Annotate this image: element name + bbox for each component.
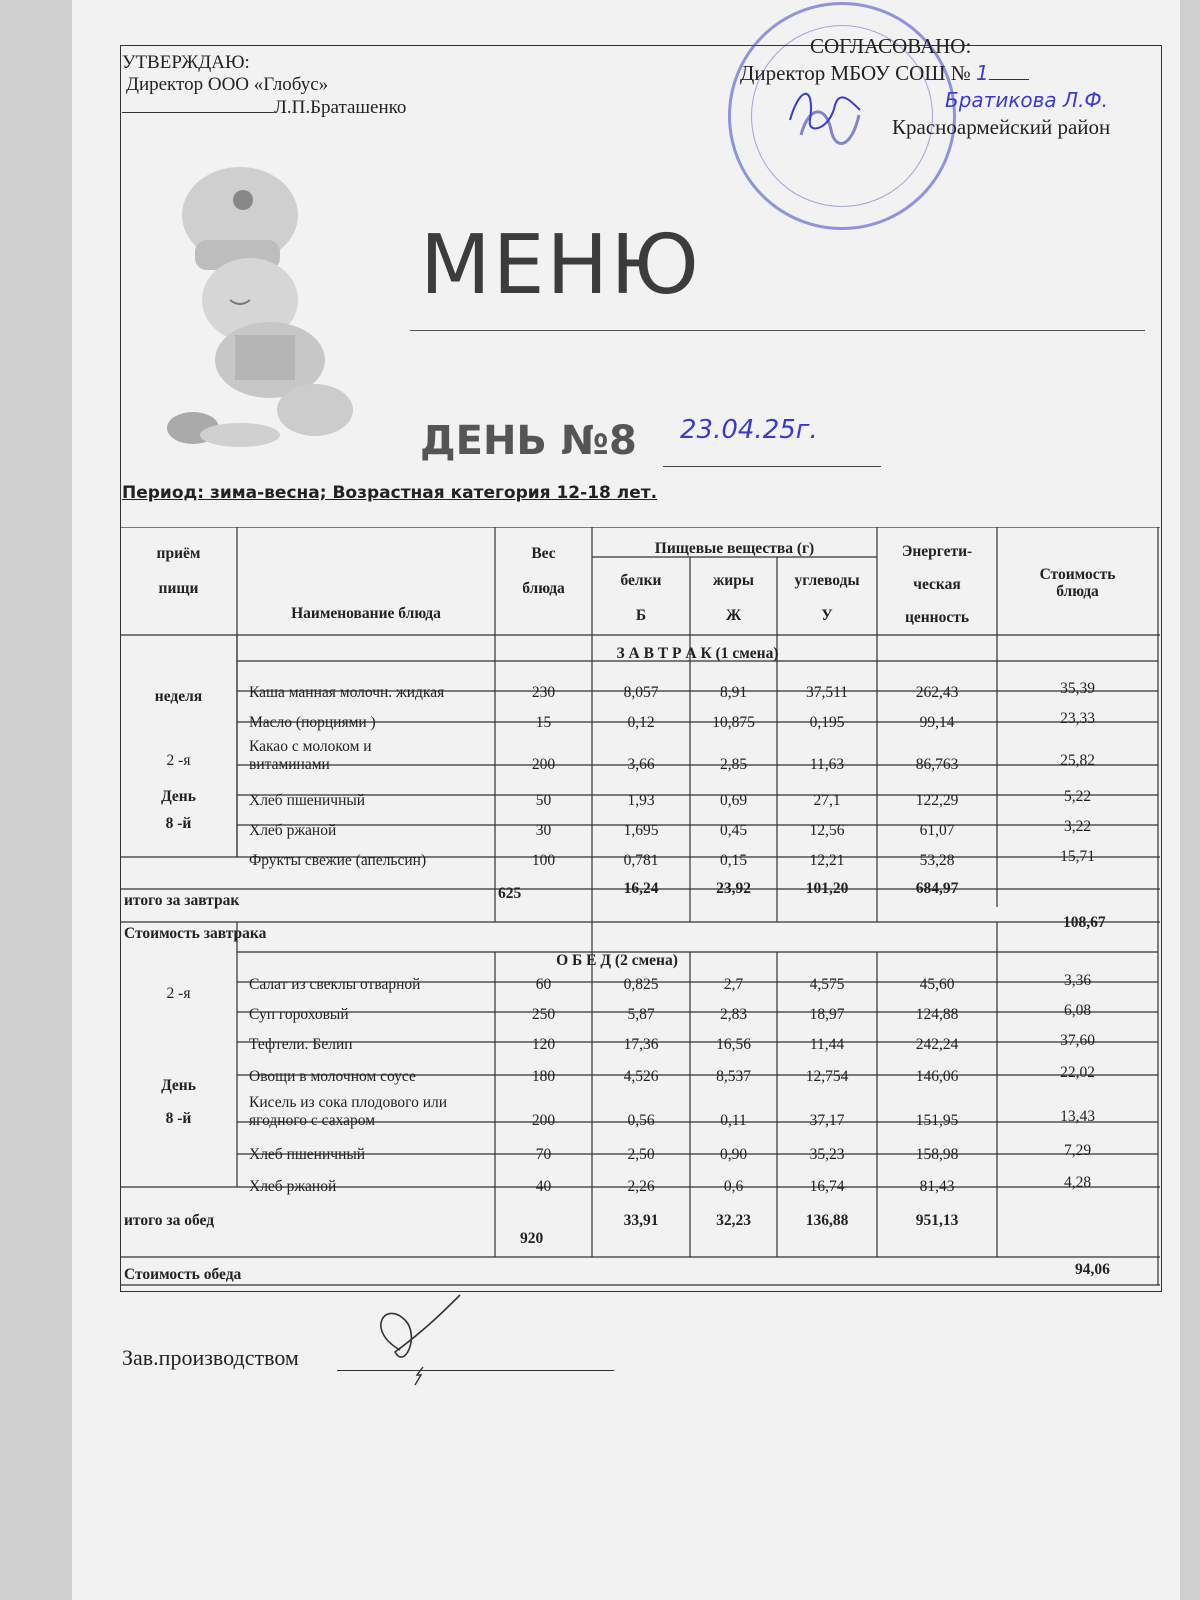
breakfast-carbs-cell: 27,1 <box>813 792 841 809</box>
lunch-fat-cell: 16,56 <box>716 1036 751 1053</box>
lunch-energy-cell: 124,88 <box>915 1006 959 1023</box>
breakfast-protein-cell: 1,695 <box>623 822 659 839</box>
lunch-cost-cell: 4,28 <box>1063 1174 1092 1191</box>
lunch-cost-value: 94,06 <box>1075 1261 1110 1278</box>
header-nutrients: Пищевые вещества (г) <box>654 540 815 557</box>
lunch-dish-name: Салат из свеклы отварной <box>249 976 421 993</box>
breakfast-total-energy: 684,97 <box>915 880 959 897</box>
breakfast-carbs-cell: 11,63 <box>809 756 845 773</box>
header-protein-line2: Б <box>635 607 647 624</box>
header-fat-line2: Ж <box>725 607 742 624</box>
breakfast-cost-cell: 3,22 <box>1063 818 1092 835</box>
lunch-total-protein: 33,91 <box>623 1212 659 1229</box>
breakfast-cost-cell: 15,71 <box>1060 848 1095 865</box>
lunch-dish-name: Овощи в молочном соусе <box>249 1068 416 1085</box>
production-manager-signature <box>365 1290 485 1400</box>
lunch-energy-cell: 146,06 <box>915 1068 959 1085</box>
lunch-side-second: 2 -я <box>166 985 191 1002</box>
breakfast-energy-cell: 61,07 <box>919 822 955 839</box>
breakfast-carbs-cell: 0,195 <box>809 714 845 731</box>
page-title: МЕНЮ <box>420 218 701 313</box>
lunch-protein-cell: 2,50 <box>627 1146 655 1163</box>
breakfast-cost-cell: 25,82 <box>1060 752 1095 769</box>
breakfast-total-protein: 16,24 <box>623 880 659 897</box>
breakfast-protein-cell: 0,12 <box>627 714 655 731</box>
day-date: 23.04.25г. <box>680 415 818 445</box>
lunch-dish-name-line2: ягодного с сахаром <box>249 1112 376 1129</box>
title-divider <box>410 330 1145 331</box>
lunch-weight-cell: 180 <box>531 1068 556 1085</box>
header-cost <box>997 566 1158 600</box>
breakfast-side-day: День <box>161 788 196 805</box>
breakfast-side-week: неделя <box>154 688 203 705</box>
breakfast-side-second: 2 -я <box>166 752 191 769</box>
header-cost-line2: блюда <box>1056 583 1099 600</box>
breakfast-weight-cell: 15 <box>535 714 552 731</box>
breakfast-protein-cell: 0,781 <box>623 852 659 869</box>
lunch-section-title: О Б Е Д (2 смена) <box>556 952 678 969</box>
breakfast-weight-cell: 50 <box>535 792 552 809</box>
header-weight-line2: блюда <box>522 580 565 597</box>
header-cost-line1: Стоимость <box>1039 566 1116 583</box>
approval-block <box>122 52 406 119</box>
header-energy <box>877 543 997 626</box>
lunch-energy-cell: 45,60 <box>919 976 955 993</box>
breakfast-energy-cell: 53,28 <box>919 852 955 869</box>
breakfast-fat-cell: 8,91 <box>719 684 748 701</box>
lunch-cost-cell: 22,02 <box>1060 1064 1095 1081</box>
lunch-total-fat: 32,23 <box>716 1212 751 1229</box>
day-date-underline <box>663 466 881 467</box>
header-dish: Наименование блюда <box>291 605 441 622</box>
breakfast-total-fat: 23,92 <box>716 880 751 897</box>
lunch-protein-cell: 5,87 <box>627 1006 655 1023</box>
lunch-cost-cell: 7,29 <box>1063 1142 1092 1159</box>
agreed-position: Директор МБОУ СОШ № <box>740 61 971 85</box>
lunch-total-weight: 920 <box>520 1230 544 1247</box>
lunch-fat-cell: 2,7 <box>723 976 744 993</box>
breakfast-dish-name-line2: витаминами <box>249 756 330 773</box>
director-signature <box>785 80 865 140</box>
lunch-protein-cell: 0,56 <box>627 1112 655 1129</box>
breakfast-dish-name: Хлеб пшеничный <box>249 792 366 809</box>
breakfast-fat-cell: 2,85 <box>719 756 748 773</box>
header-energy-line3: ценность <box>904 609 970 626</box>
agreed-district: Краснoармейский район <box>892 115 1111 139</box>
lunch-fat-cell: 0,6 <box>723 1178 744 1195</box>
lunch-carbs-cell: 35,23 <box>809 1146 845 1163</box>
lunch-carbs-cell: 18,97 <box>809 1006 845 1023</box>
lunch-weight-cell: 120 <box>531 1036 556 1053</box>
breakfast-dish-name: Каша манная молочн. жидкая <box>249 684 445 701</box>
lunch-side-day: День <box>161 1077 196 1094</box>
breakfast-cost-cell: 5,22 <box>1063 788 1092 805</box>
header-meal <box>120 545 237 597</box>
header-meal-line1: приём <box>156 545 201 562</box>
lunch-carbs-cell: 4,575 <box>809 976 845 993</box>
breakfast-dish-name: Какао с молоком и <box>249 738 372 755</box>
lunch-total-energy: 951,13 <box>915 1212 959 1229</box>
breakfast-fat-cell: 0,69 <box>719 792 748 809</box>
period-text: Период: зима-весна; Возрастная категория 12-18 лет. <box>122 483 658 503</box>
header-weight-line1: Вес <box>531 545 556 562</box>
period-line <box>122 483 657 503</box>
lunch-fat-cell: 2,83 <box>719 1006 748 1023</box>
production-manager-label: Зав.производством <box>122 1345 299 1370</box>
lunch-cost-cell: 13,43 <box>1060 1108 1095 1125</box>
breakfast-weight-cell: 230 <box>531 684 556 701</box>
header-fat <box>690 572 777 624</box>
agreed-heading: СОГЛАСОВАНО: <box>810 34 972 58</box>
breakfast-protein-cell: 8,057 <box>623 684 659 701</box>
header-energy-line2: ческая <box>913 576 961 593</box>
lunch-protein-cell: 17,36 <box>623 1036 659 1053</box>
breakfast-energy-cell: 99,14 <box>919 714 955 731</box>
breakfast-energy-cell: 86,763 <box>915 756 959 773</box>
breakfast-fat-cell: 0,15 <box>719 852 748 869</box>
lunch-carbs-cell: 12,754 <box>805 1068 849 1085</box>
header-protein-line1: белки <box>620 572 662 589</box>
lunch-protein-cell: 0,825 <box>623 976 659 993</box>
breakfast-fat-cell: 10,875 <box>712 714 755 731</box>
header-weight <box>495 545 592 597</box>
breakfast-section-title: З А В Т Р А К (1 смена) <box>616 645 779 662</box>
approval-signature-line <box>122 96 274 113</box>
breakfast-cost-value: 108,67 <box>1063 914 1106 931</box>
breakfast-dish-name: Хлеб ржаной <box>249 822 337 839</box>
lunch-dish-name: Кисель из сока плодового или <box>249 1094 448 1111</box>
agreed-signature-name: Братикова Л.Ф. <box>945 88 1109 112</box>
lunch-fat-cell: 0,90 <box>719 1146 748 1163</box>
lunch-weight-cell: 250 <box>531 1006 556 1023</box>
header-carbs-line2: У <box>821 607 833 624</box>
breakfast-protein-cell: 1,93 <box>627 792 655 809</box>
header-energy-line1: Энергети- <box>901 543 973 560</box>
lunch-dish-name: Тефтели. Белип <box>249 1036 353 1053</box>
lunch-energy-cell: 158,98 <box>915 1146 959 1163</box>
approval-name: Л.П.Браташенко <box>274 97 407 118</box>
lunch-dish-name: Хлеб пшеничный <box>249 1146 366 1163</box>
lunch-cost-cell: 3,36 <box>1063 972 1092 989</box>
breakfast-weight-cell: 100 <box>531 852 556 869</box>
breakfast-total-carbs: 101,20 <box>805 880 849 897</box>
lunch-weight-cell: 200 <box>531 1112 556 1129</box>
lunch-carbs-cell: 11,44 <box>809 1036 845 1053</box>
approval-position: Директор ООО «Глобус» <box>126 74 329 95</box>
header-protein <box>592 572 690 624</box>
menu-table-grid <box>120 527 1160 1287</box>
day-label: ДЕНЬ №8 <box>420 418 637 464</box>
header-fat-line1: жиры <box>713 572 754 589</box>
breakfast-energy-cell: 122,29 <box>915 792 959 809</box>
lunch-carbs-cell: 37,17 <box>809 1112 845 1129</box>
lunch-dish-name: Хлеб ржаной <box>249 1178 337 1195</box>
breakfast-carbs-cell: 12,21 <box>809 852 845 869</box>
lunch-protein-cell: 2,26 <box>627 1178 655 1195</box>
lunch-energy-cell: 242,24 <box>915 1036 959 1053</box>
lunch-carbs-cell: 16,74 <box>809 1178 845 1195</box>
header-carbs <box>777 572 877 624</box>
breakfast-weight-cell: 30 <box>535 822 552 839</box>
header-meal-line2: пищи <box>158 580 199 597</box>
lunch-weight-cell: 70 <box>535 1146 552 1163</box>
agreed-school-underline <box>989 79 1029 80</box>
lunch-weight-cell: 60 <box>535 976 552 993</box>
lunch-weight-cell: 40 <box>535 1178 552 1195</box>
breakfast-cost-cell: 23,33 <box>1060 710 1095 727</box>
breakfast-total-label: итого за завтрак <box>124 892 240 909</box>
breakfast-weight-cell: 200 <box>531 756 556 773</box>
breakfast-cost-label: Стоимость завтрака <box>124 925 267 942</box>
approval-heading: УТВЕРЖДАЮ: <box>122 52 250 73</box>
lunch-cost-cell: 37,60 <box>1060 1032 1095 1049</box>
breakfast-dish-name: Фрукты свежие (апельсин) <box>249 852 427 869</box>
lunch-total-label: итого за обед <box>124 1212 215 1229</box>
breakfast-total-weight: 625 <box>498 885 522 902</box>
breakfast-side-eighth: 8 -й <box>165 815 192 832</box>
breakfast-carbs-cell: 12,56 <box>809 822 845 839</box>
chef-illustration <box>165 160 370 450</box>
header-carbs-line1: углеводы <box>794 572 860 589</box>
breakfast-cost-cell: 35,39 <box>1060 680 1095 697</box>
breakfast-protein-cell: 3,66 <box>627 756 655 773</box>
lunch-cost-cell: 6,08 <box>1063 1002 1092 1019</box>
lunch-total-carbs: 136,88 <box>805 1212 849 1229</box>
lunch-fat-cell: 8,537 <box>716 1068 751 1085</box>
breakfast-energy-cell: 262,43 <box>915 684 959 701</box>
breakfast-fat-cell: 0,45 <box>719 822 748 839</box>
breakfast-carbs-cell: 37,511 <box>805 684 849 701</box>
school-number: 1 <box>976 61 989 85</box>
lunch-energy-cell: 81,43 <box>919 1178 955 1195</box>
lunch-fat-cell: 0,11 <box>720 1112 747 1129</box>
breakfast-dish-name: Масло (порциями ) <box>249 714 376 731</box>
lunch-side-eighth: 8 -й <box>165 1110 192 1127</box>
lunch-dish-name: Суп гороховый <box>249 1006 349 1023</box>
lunch-protein-cell: 4,526 <box>623 1068 659 1085</box>
lunch-cost-label: Стоимость обеда <box>124 1266 242 1283</box>
lunch-energy-cell: 151,95 <box>915 1112 959 1129</box>
